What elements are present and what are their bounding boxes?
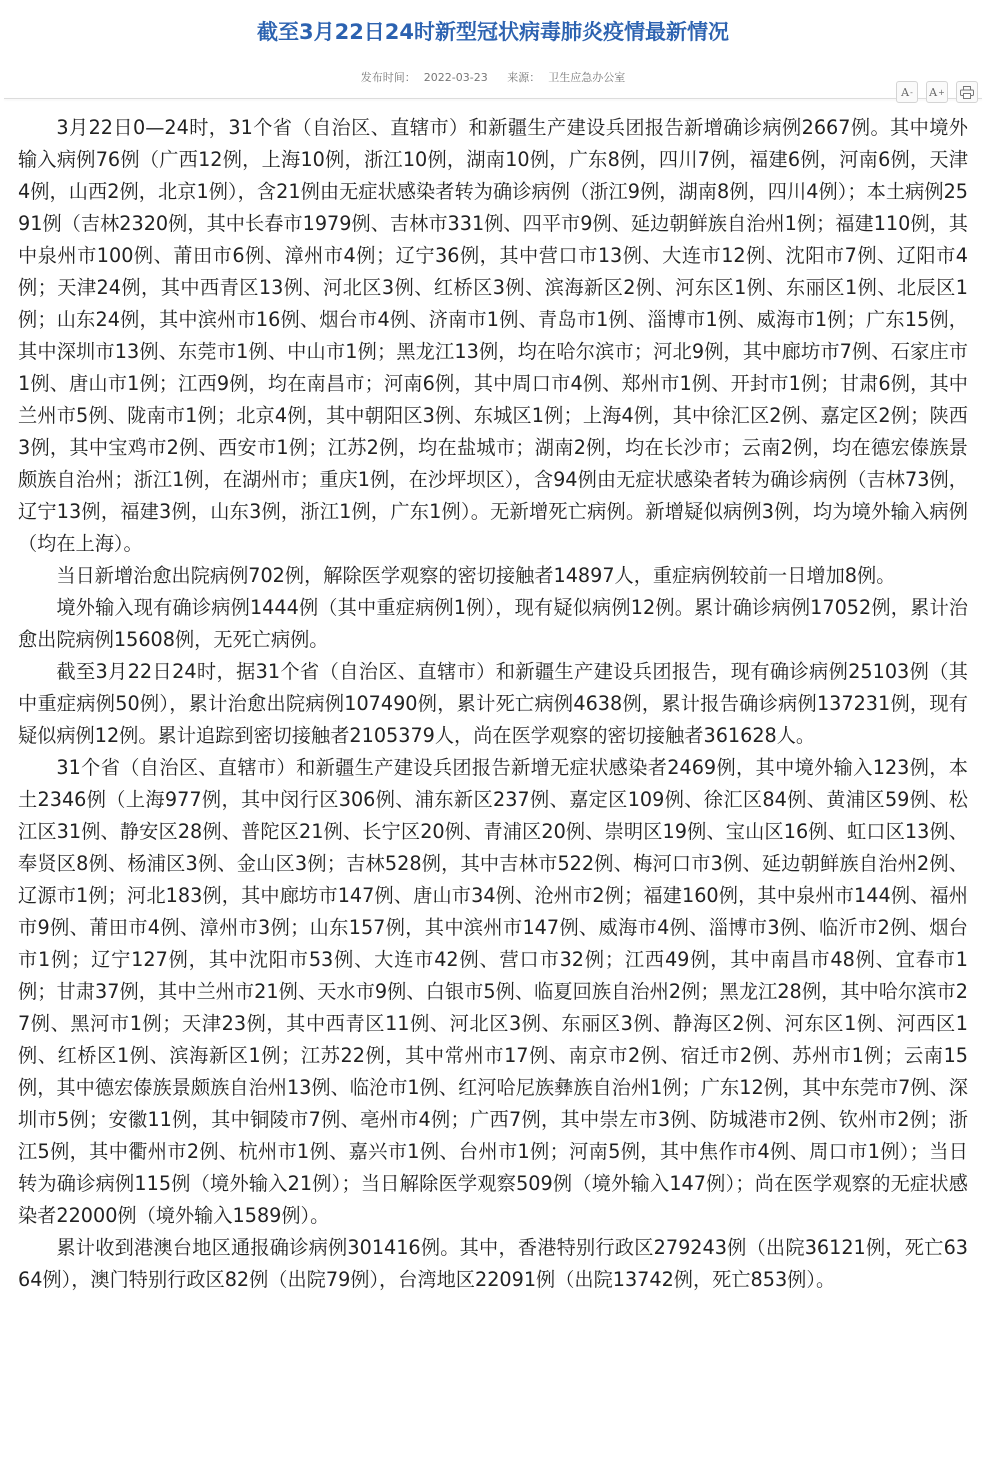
font-increase-sup: + (938, 87, 945, 97)
source-info (503, 71, 629, 84)
print-button[interactable] (956, 81, 978, 103)
publish-date: 2022-03-23 (423, 71, 488, 84)
paragraph-asymptomatic: 31个省（自治区、直辖市）和新疆生产建设兵团报告新增无症状感染者2469例，其中境外输入123例，本土2346例（上海977例，其中闵行区306例、浦东新区237例、嘉定区109例、徐汇区84例、黄浦区59例、松江区31例、静安区28例、普陀区21例、长宁区20例、青浦区20例、崇明区19例、宝山区16例、虹口区13例、奉贤区8例、杨浦区3例、金山区3例；吉林528例，其中吉林市522例、梅河口市3例、延边朝鲜族自治州2例、辽源市1例；河北183例，其中廊坊市147例、唐山市34例、沧州市2例；福建160例，其中泉州市144例、福州市9例、莆田市4例、漳州市3例；山东157例，其中滨州市147例、威海市4例、淄博市3例、临沂市2例、烟台市1例；辽宁127例，其中沈阳市53例、大连市42例、营口市32例；江西49例，其中南昌市48例、宜春市1例；甘肃37例，其中兰州市21例、天水市9例、白银市5例、临夏回族自治州2例；黑龙江28例，其中哈尔滨市27例、黑河市1例；天津23例，其中西青区11例、河北区3例、东丽区3例、静海区2例、河东区1例、河西区1例、红桥区1例、滨海新区1例；江苏22例，其中常州市17例、南京市2例、宿迁市2例、苏州市1例；云南15例，其中德宏傣族景颇族自治州13例、临沧市1例、红河哈尼族彝族自治州1例；广东12例，其中东莞市7例、深圳市5例；安徽11例，其中铜陵市7例、亳州市4例；广西7例，其中崇左市3例、防城港市2例、钦州市2例；浙江5例，其中衢州市2例、杭州市1例、嘉兴市1例、台州市1例；河南5例，其中焦作市4例、周口市1例）；当日转为确诊病例115例（境外输入21例）；当日解除医学观察509例（境外输入147例）；尚在医学观察的无症状感染者22000例（境外输入1589例）。 (18, 756, 968, 1227)
font-decrease-icon: A (901, 85, 910, 99)
article-body (0, 99, 986, 1296)
paragraph-new-confirmed: 3月22日0—24时，31个省（自治区、直辖市）和新疆生产建设兵团报告新增确诊病例2667例。其中境外输入病例76例（广西12例，上海10例，浙江10例，湖南10例，广东8例，四川7例，福建6例，河南6例，天津4例，山西2例，北京1例），含21例由无症状感染者转为确诊病例（浙江9例，湖南8例，四川4例）；本土病例2591例（吉林2320例，其中长春市1979例、吉林市331例、四平市9例、延边朝鲜族自治州1例；福建110例，其中泉州市100例、莆田市6例、漳州市4例；辽宁36例，其中营口市13例、大连市12例、沈阳市7例、辽阳市4例；天津24例，其中西青区13例、河北区3例、红桥区3例、滨海新区2例、河东区1例、东丽区1例、北辰区1例；山东24例，其中滨州市16例、烟台市4例、济南市1例、青岛市1例、淄博市1例、威海市1例；广东15例，其中深圳市13例、东莞市1例、中山市1例；黑龙江13例，均在哈尔滨市；河北9例，其中廊坊市7例、石家庄市1例、唐山市1例；江西9例，均在南昌市；河南6例，其中周口市4例、郑州市1例、开封市1例；甘肃6例，其中兰州市5例、陇南市1例；北京4例，其中朝阳区3例、东城区1例；上海4例，其中徐汇区2例、嘉定区2例；陕西3例，其中宝鸡市2例、西安市1例；江苏2例，均在盐城市；湖南2例，均在长沙市；云南2例，均在德宏傣族景颇族自治州；浙江1例，在湖州市；重庆1例，在沙坪坝区），含94例由无症状感染者转为确诊病例（吉林73例，辽宁13例，福建3例，山东3例，浙江1例，广东1例）。无新增死亡病例。新增疑似病例3例，均为境外输入病例（均在上海）。 (18, 116, 968, 555)
publish-label: 发布时间： (360, 71, 416, 84)
article-meta-row (0, 56, 986, 99)
article-toolbar (888, 81, 978, 103)
font-increase-icon: A (929, 85, 938, 99)
font-increase-button[interactable] (926, 81, 948, 103)
printer-icon (960, 86, 974, 99)
article-meta (0, 56, 986, 86)
font-decrease-sup: - (910, 87, 913, 97)
source-label: 来源： (507, 71, 541, 84)
article-title: 截至3月22日24时新型冠状病毒肺炎疫情最新情况 (256, 20, 730, 44)
paragraph-cumulative: 截至3月22日24时，据31个省（自治区、直辖市）和新疆生产建设兵团报告，现有确诊病例25103例（其中重症病例50例），累计治愈出院病例107490例，累计死亡病例4638例，累计报告确诊病例137231例，现有疑似病例12例。累计追踪到密切接触者2105379人，尚在医学观察的密切接触者361628人。 (18, 660, 968, 747)
paragraph-imported: 境外输入现有确诊病例1444例（其中重症病例1例），现有疑似病例12例。累计确诊病例17052例，累计治愈出院病例15608例，无死亡病例。 (18, 596, 968, 651)
publish-info (357, 71, 492, 84)
font-decrease-button[interactable] (896, 81, 918, 103)
paragraph-recovered: 当日新增治愈出院病例702例，解除医学观察的密切接触者14897人，重症病例较前一日增加8例。 (56, 564, 896, 587)
paragraph-hk-macao-taiwan: 累计收到港澳台地区通报确诊病例301416例。其中，香港特别行政区279243例（出院36121例，死亡6364例），澳门特别行政区82例（出院79例），台湾地区22091例（出院13742例，死亡853例）。 (18, 1236, 968, 1291)
source-name: 卫生应急办公室 (548, 71, 626, 84)
